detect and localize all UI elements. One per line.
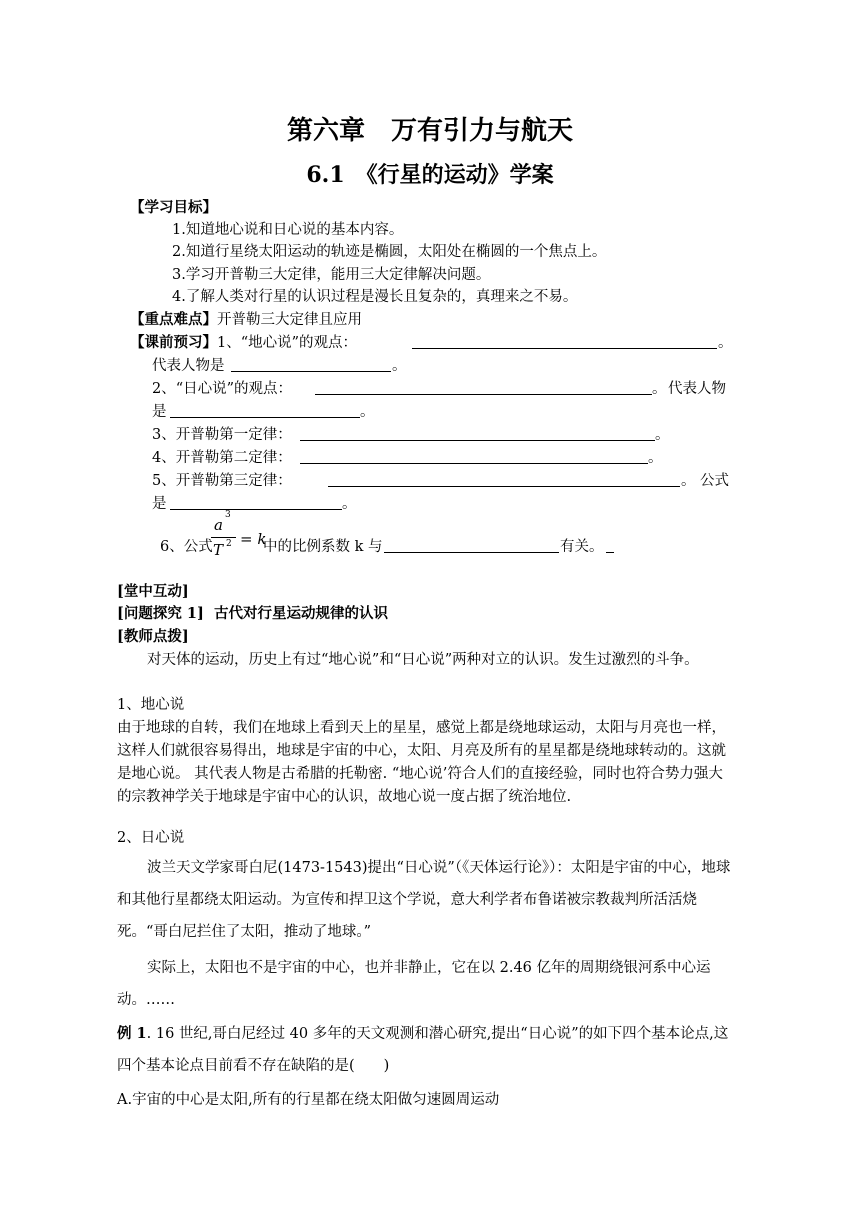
q1-period: 。 xyxy=(718,335,733,351)
q6-label: 6、公式 xyxy=(160,539,213,555)
goal-item: 3.学习开普勒三大定律，能用三大定律解决问题。 xyxy=(172,267,491,283)
goal-item: 4.了解人类对行星的认识过程是漫长且复杂的，真理来之不易。 xyxy=(172,289,578,305)
blank-q1-rep[interactable] xyxy=(231,371,391,372)
q3-label: 3、开普勒第一定律： xyxy=(152,427,292,443)
blank-q5[interactable] xyxy=(328,486,680,487)
formula-num-exp: 3 xyxy=(225,510,231,520)
q5-period: 。 xyxy=(681,473,696,489)
q2-rep-label: 代表人物 xyxy=(668,381,726,397)
q2-is-label: 是 xyxy=(152,404,167,420)
goal-item: 2.知道行星绕太阳运动的轨迹是椭圆，太阳处在椭圆的一个焦点上。 xyxy=(172,244,607,260)
explore-heading xyxy=(117,604,388,624)
q2-period: 。 xyxy=(652,381,667,397)
heliocentric-paragraph-2: 实际上，太阳也不是宇宙的中心，也并非静止，它在以 2.46 亿年的周期绕银河系中心运动。…… xyxy=(117,960,711,1008)
option-a: A.宇宙的中心是太阳,所有的行星都在绕太阳做匀速圆周运动 xyxy=(117,1092,500,1108)
q4-label: 4、开普勒第二定律： xyxy=(152,450,292,466)
blank-q6[interactable] xyxy=(384,552,559,553)
formula-denominator: T xyxy=(213,541,224,559)
key-text: 开普勒三大定律且应用 xyxy=(217,312,362,328)
preview-q1 xyxy=(130,333,357,353)
page-subtitle: 6.1 《行星的运动》学案 xyxy=(306,162,554,188)
explore-title: 古代对行星运动规律的认识 xyxy=(213,605,388,622)
preview-header: 【课前预习】 xyxy=(130,334,217,351)
heliocentric-paragraph: 波兰天文学家哥白尼(1473-1543)提出“日心说”（《天体运行论》）：太阳是宇宙的中心，地球和其他行星都绕太阳运动。为宣传和捍卫这个学说，意大利学者布鲁诺被宗教裁判所活活烧死。“哥白尼拦住了太阳，推动了地球。” xyxy=(117,860,731,940)
q2-label: 2、“日心说”的观点： xyxy=(152,381,293,397)
intro-paragraph: 对天体的运动，历史上有过“地心说”和“日心说”两种对立的认识。发生过激烈的斗争。 xyxy=(147,652,699,668)
key-points xyxy=(130,310,362,330)
formula-rhs: = k xyxy=(240,530,267,548)
fraction-bar xyxy=(211,537,236,538)
q1-rep-label: 代表人物是 xyxy=(152,358,225,374)
q5-label: 5、开普勒第三定律： xyxy=(152,473,292,489)
q5-formula-period: 。 xyxy=(342,496,357,512)
q2-rep-period: 。 xyxy=(360,404,375,420)
heliocentric-heading: 2、日心说 xyxy=(117,830,185,846)
q1-rep-period: 。 xyxy=(392,358,407,374)
blank-q5-formula[interactable] xyxy=(170,509,342,510)
q3-period: 。 xyxy=(655,427,670,443)
formula-numerator: a xyxy=(214,516,223,534)
explore-label: [问题探究 1] xyxy=(117,605,204,622)
goal-item: 1.知道地心说和日心说的基本内容。 xyxy=(172,222,404,238)
q4-period: 。 xyxy=(648,450,663,466)
example-1 xyxy=(117,1018,732,1082)
blank-q2-rep[interactable] xyxy=(170,417,360,418)
example-text: . 16 世纪,哥白尼经过 40 多年的天文观测和潜心研究,提出“日心说”的如下四个基本论点,这四个基本论点目前看不存在缺陷的是( ) xyxy=(117,1026,729,1074)
goals-header: 【学习目标】 xyxy=(130,199,217,216)
q5-formula-label: 公式 xyxy=(700,473,729,489)
q6-end: 有关。 xyxy=(560,539,604,555)
tips-header: [教师点拨] xyxy=(117,628,189,645)
blank-q1[interactable] xyxy=(412,348,717,349)
blank-q4[interactable] xyxy=(300,463,648,464)
page-title: 第六章 万有引力与航天 xyxy=(286,116,573,146)
key-header: 【重点难点】 xyxy=(130,311,217,328)
q1-label: 1、“地心说”的观点： xyxy=(217,335,358,351)
q5-is-label: 是 xyxy=(152,496,167,512)
blank-q2[interactable] xyxy=(315,394,652,395)
blank-q3[interactable] xyxy=(300,440,655,441)
example-label: 例 1 xyxy=(117,1025,147,1042)
class-interact-header: [堂中互动] xyxy=(117,583,189,600)
q6-mid: 中的比例系数 k 与 xyxy=(263,539,383,555)
formula-den-exp: 2 xyxy=(226,539,232,549)
trailing-underscore xyxy=(606,552,614,553)
geocentric-paragraph: 由于地球的自转，我们在地球上看到天上的星星，感觉上都是绕地球运动，太阳与月亮也一样，这样人们就很容易得出，地球是宇宙的中心，太阳、月亮及所有的星星都是绕地球转动的。这就是地心说。 其代表人物是古希腊的托勒密. “地心说’符合人们的直接经验，同时也符合势力强大的宗教神学关于地球是宇宙中心的认识，故地心说一度占据了统治地位. xyxy=(117,720,726,805)
geocentric-heading: 1、地心说 xyxy=(117,697,185,713)
